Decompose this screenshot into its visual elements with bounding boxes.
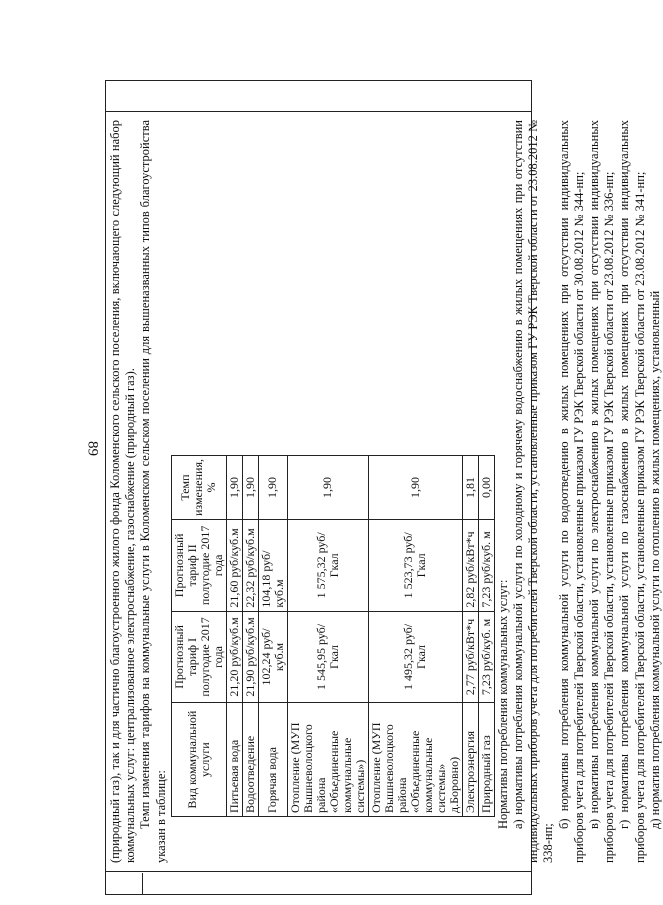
cell-service: Электроэнергия [462, 703, 478, 817]
cell-tariff-h2: 21,60 руб/куб.м [226, 520, 242, 612]
table-row [258, 456, 287, 817]
header-service: Вид коммунальной услуги [171, 703, 226, 817]
cell-tariff-h2: 104,18 руб/куб.м [258, 520, 287, 612]
intro-paragraph: (природный газ), так и для частично благоустроенного жилого фонда Коломенского сельского поселения, включающего следующий набор коммунальных услуг: централизованное электроснабжение, газоснабжение (природный газ). [108, 120, 138, 863]
table-row [287, 456, 368, 817]
cell-service: Отопление (МУП Вышневолоцкого района «Объединенные коммунальные системы» д.Боровно) [368, 703, 462, 817]
norm-item-d: д) норматив потребления коммунальной услуги по отоплению в жилых помещениях, установленный [647, 290, 662, 829]
norms-title: Нормативы потребления коммунальных услуг: [495, 579, 510, 829]
cell-change: 1,90 [226, 456, 242, 520]
norm-item-g: г) нормативы потребления коммунальной услуги по газоснабжению в жилых помещениях при отсутствии индивидуальных приборов учета для потребителей Тверской области, установленные приказом ГУ РЭК Тверской области от 23.08.2012 № 341-нп; [617, 120, 647, 863]
cell-tariff-h1: 102,24 руб/куб.м [258, 611, 287, 703]
cell-change: 1,90 [368, 456, 462, 520]
frame-top-line [105, 80, 106, 895]
cell-service: Питьевая вода [226, 703, 242, 817]
cell-tariff-h1: 21,90 руб/куб.м [242, 611, 258, 703]
norm-item-v: в) нормативы потребления коммунальной услуги по электроснабжению в жилых помещениях при отсутствии индивидуальных приборов учета для потребителей Тверской области, установленные приказом ГУ РЭК Тверской области от 23.08.2012 № 336-нп; [587, 120, 617, 863]
frame-tick-line [142, 873, 143, 895]
cell-service: Отопление (МУП Вышневолоцкого района «Объединенные коммунальные системы») [287, 703, 368, 817]
table-row [226, 456, 242, 817]
cell-tariff-h1: 7,23 руб/куб. м [478, 611, 494, 703]
cell-service: Природный газ [478, 703, 494, 817]
header-tariff-h2: Прогнозный тариф II полугодие 2017 года [171, 520, 226, 612]
cell-tariff-h1: 2,77 руб/кВт*ч [462, 611, 478, 703]
norm-item-a: а) нормативы потребления коммунальной услуги по холодному и горячему водоснабжению в жилых помещениях при отсутствии индивидуальных приборов учета для потребителей Тверской области, установленные приказом ГУ РЭК Тверской области от 23.08.2012 № 338-нп; [511, 120, 556, 863]
page-content [102, 80, 662, 895]
cell-change: 1,90 [287, 456, 368, 520]
cell-tariff-h2: 22,32 руб/куб.м [242, 520, 258, 612]
cell-change: 1,90 [242, 456, 258, 520]
cell-tariff-h1: 21,20 руб/куб.м [226, 611, 242, 703]
header-tariff-h1: Прогнозный тариф I полугодие 2017 года [171, 611, 226, 703]
cell-service: Горячая вода [258, 703, 287, 817]
norms-section [496, 120, 663, 863]
cell-tariff-h2: 7,23 руб/куб. м [478, 520, 494, 612]
table-header-row [171, 456, 226, 817]
page-number: 89 [84, 441, 101, 456]
frame-left-column [105, 871, 532, 895]
table-row [242, 456, 258, 817]
cell-change: 0,00 [478, 456, 494, 520]
cell-tariff-h2: 2,82 руб/кВт*ч [462, 520, 478, 612]
cell-tariff-h1: 1 495,32 руб/Гкал [368, 611, 462, 703]
rotated-page [102, 80, 662, 895]
table-row [368, 456, 462, 817]
cell-change: 1,81 [462, 456, 478, 520]
norm-item-b: б) нормативы потребления коммунальной услуги по водоотведению в жилых помещениях при отсутствии индивидуальных приборов учета для потребителей Тверской области, установленные приказом ГУ РЭК Тверской области от 30.08.2012 № 344-нп; [556, 120, 586, 863]
tariff-table [171, 455, 495, 817]
table-row [462, 456, 478, 817]
cell-service: Водоотведение [242, 703, 258, 817]
table-intro: Темп изменения тарифов на коммунальные услуги в Коломенском сельском поселении для вышеназванных типов благоустройства указан в таблице: [138, 120, 168, 863]
table-row [478, 456, 494, 817]
header-change: Темп изменения, % [171, 456, 226, 520]
frame-right-column [105, 80, 532, 112]
cell-tariff-h2: 1 523,73 руб/Гкал [368, 520, 462, 612]
cell-tariff-h1: 1 545,95 руб/Гкал [287, 611, 368, 703]
document-text [108, 120, 663, 863]
cell-change: 1,90 [258, 456, 287, 520]
cell-tariff-h2: 1 575,32 руб/Гкал [287, 520, 368, 612]
